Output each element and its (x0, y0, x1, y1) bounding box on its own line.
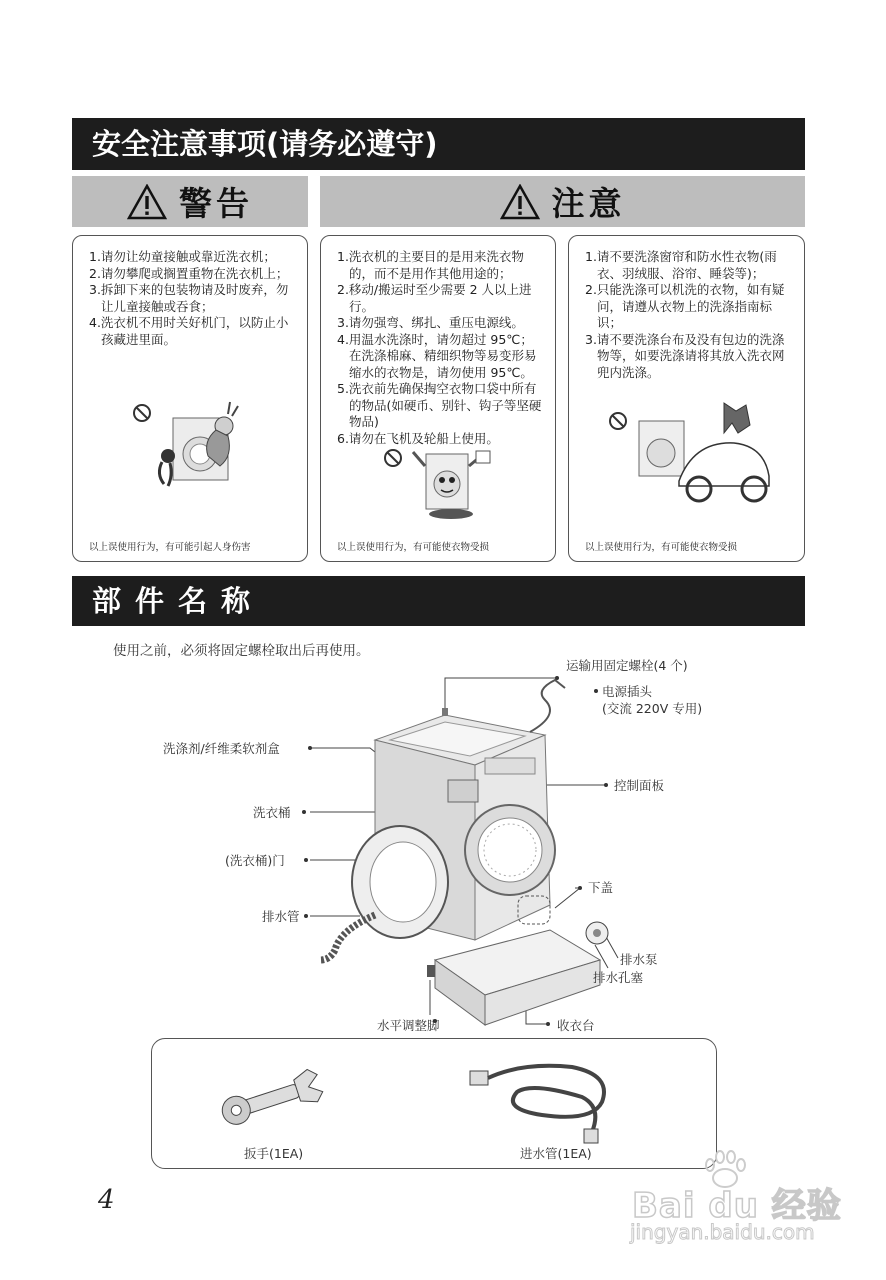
warning-label: 警告 (179, 184, 253, 223)
label-power-plug-note: (交流 220V 专用) (602, 701, 703, 716)
warning-list (89, 249, 297, 348)
list-item: 4.用温水洗涤时，请勿超过 95℃；在洗涤棉麻、精细织物等易变形易缩水的衣物是，请勿使用 95℃。 (337, 331, 537, 380)
caution-box-2 (568, 235, 805, 562)
list-item: 1.请勿让幼童接触或靠近洗衣机； (89, 249, 276, 264)
label-drain-plug: 排水孔塞 (593, 970, 644, 985)
label-wrench: 扳手(1EA) (244, 1146, 304, 1161)
leader-dot (308, 746, 312, 750)
label-drain-hose: 排水管 (262, 909, 300, 924)
caution-footer-2: 以上误使用行为，有可能使衣物受损 (585, 542, 738, 553)
washing-machine-diagram (300, 660, 640, 1040)
label-drain-pump: 排水泵 (620, 952, 658, 967)
list-item: 2.只能洗涤可以机洗的衣物，如有疑问，请遵从衣物上的洗涤指南标识； (585, 282, 785, 330)
list-item: 4.洗衣机不用时关好机门，以防止小孩藏进里面。 (89, 315, 289, 347)
list-item: 2.移动/搬运时至少需要 2 人以上进行。 (337, 282, 532, 314)
label-leveling-foot: 水平调整脚 (377, 1018, 440, 1033)
washer-with-cover-illustration (604, 401, 779, 506)
leader-dot (304, 858, 308, 862)
baidu-watermark (630, 1150, 840, 1250)
intro-text: 使用之前，必须将固定螺栓取出后再使用。 (113, 643, 370, 659)
label-lower-cover: 下盖 (588, 880, 614, 895)
leader-dot (604, 783, 608, 787)
watermark-url: jingyan.baidu.com (630, 1220, 815, 1244)
warning-box (72, 235, 308, 562)
caution-triangle-icon (500, 184, 540, 220)
label-power-plug: 电源插头 (602, 684, 653, 699)
label-pedestal-drawer: 收衣台 (557, 1018, 595, 1033)
child-climbing-illustration (128, 396, 258, 491)
warning-triangle-icon (127, 184, 167, 220)
list-item: 1.洗衣机的主要目的是用来洗衣物的，而不是用作其他用途的； (337, 249, 524, 281)
parts-title: 部件名称 (72, 576, 805, 626)
list-item: 3.请不要洗涤台布及没有包边的洗涤物等，如要洗涤请将其放入洗衣网兜内洗涤。 (585, 331, 785, 380)
washer-mascot-illustration (381, 436, 501, 521)
caution-box-1 (320, 235, 556, 562)
inlet-hose-icon (462, 1047, 622, 1147)
caution-header (320, 176, 805, 227)
list-item: 5.洗衣前先确保掏空衣物口袋中所有的物品(如硬币、别针、钩子等坚硬物品) (337, 381, 542, 429)
page-number: 4 (98, 1185, 115, 1215)
list-item: 1.请不要洗涤窗帘和防水性衣物(雨衣、羽绒服、浴帘、睡袋等)； (585, 249, 777, 281)
label-control-panel: 控制面板 (614, 778, 665, 793)
label-shipping-bolt: 运输用固定螺栓(4 个) (566, 658, 688, 673)
warning-footer: 以上误使用行为，有可能引起人身伤害 (89, 542, 251, 553)
caution-footer-1: 以上误使用行为，有可能使衣物受损 (337, 542, 490, 553)
caution-label: 注意 (551, 184, 626, 223)
caution-list-1 (337, 249, 545, 447)
leader-dot (302, 810, 306, 814)
leader-dot (594, 689, 598, 693)
label-door: (洗衣桶)门 (225, 853, 285, 868)
label-detergent-box: 洗涤剂/纤维柔软剂盒 (163, 741, 280, 756)
leader-dot (304, 914, 308, 918)
label-drum: 洗衣桶 (253, 805, 291, 820)
leader-dot (546, 1022, 550, 1026)
watermark-brand: Bai du 经验 (632, 1186, 842, 1226)
list-item: 6.请勿在飞机及轮船上使用。 (337, 430, 499, 446)
list-item: 3.拆卸下来的包装物请及时废弃，勿让儿童接触或吞食； (89, 282, 289, 314)
caution-list-2 (585, 249, 794, 381)
leader-dot (578, 886, 582, 890)
list-item: 3.请勿强弯、绑扎、重压电源线。 (337, 315, 524, 330)
leader-dot (555, 676, 559, 680)
list-item: 2.请勿攀爬或搁置重物在洗衣机上； (89, 265, 289, 281)
wrench-icon (214, 1067, 334, 1127)
safety-title: 安全注意事项(请务必遵守) (72, 118, 805, 170)
warning-header (72, 176, 308, 227)
label-inlet-hose: 进水管(1EA) (520, 1146, 592, 1161)
